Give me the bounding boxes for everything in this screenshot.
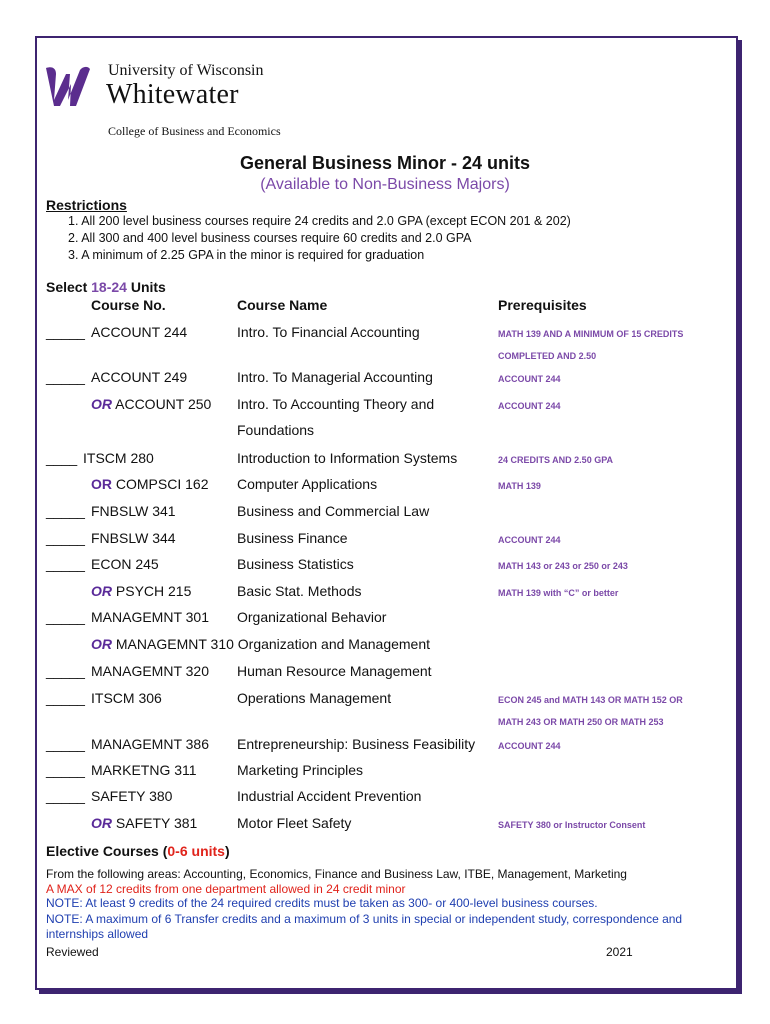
- university-line1: University of Wisconsin: [108, 62, 264, 79]
- course-name: Human Resource Management: [237, 663, 432, 679]
- or-label: OR: [91, 583, 112, 599]
- course-number-text: MARKETNG 311: [91, 762, 197, 778]
- course-checkbox-blank: _____: [46, 609, 85, 625]
- college-name: College of Business and Economics: [108, 124, 281, 138]
- course-number: [91, 476, 208, 492]
- note-transfer-cont: internships allowed: [46, 927, 149, 941]
- course-number-text: FNBSLW 341: [91, 503, 176, 519]
- course-number-text: ECON 245: [91, 556, 159, 572]
- course-checkbox-blank: _____: [46, 788, 85, 804]
- uw-whitewater-logo: [42, 60, 94, 112]
- elective-areas: From the following areas: Accounting, Economics, Finance and Business Law, ITBE, Management, Marketing: [46, 867, 627, 881]
- course-number-text: MANAGEMNT 301: [91, 609, 209, 625]
- course-name: Entrepreneurship: Business Feasibility: [237, 736, 476, 752]
- course-name: Intro. To Financial Accounting: [237, 324, 420, 340]
- course-checkbox-blank: _____: [46, 503, 85, 519]
- course-number-text: SAFETY 381: [115, 815, 198, 831]
- course-number: [91, 788, 172, 804]
- page-title: General Business Minor - 24 units: [239, 153, 531, 173]
- course-checkbox-blank: _____: [46, 556, 85, 572]
- course-checkbox-blank: _____: [46, 690, 85, 706]
- course-number: [91, 396, 211, 412]
- course-checkbox-blank: ____: [46, 450, 78, 466]
- course-number-text: MANAGEMNT 386: [91, 736, 209, 752]
- or-label: OR: [91, 815, 112, 831]
- course-prerequisite: MATH 139 AND A MINIMUM OF 15 CREDITS: [498, 329, 684, 339]
- course-checkbox-blank: _____: [46, 324, 85, 340]
- course-prerequisite: ACCOUNT 244: [498, 374, 561, 384]
- course-number: [91, 503, 176, 519]
- or-label: OR: [91, 636, 112, 652]
- select-units: Select 18-24 Units: [46, 279, 166, 295]
- course-number: [91, 530, 176, 546]
- course-number-text: FNBSLW 344: [91, 530, 176, 546]
- course-number-text: PSYCH 215: [115, 583, 192, 599]
- course-prerequisite: ACCOUNT 244: [498, 741, 561, 751]
- course-number-text: ACCOUNT 250: [115, 396, 212, 412]
- course-name-cont: Foundations: [237, 422, 315, 438]
- course-name: Business Statistics: [237, 556, 354, 572]
- course-number-text: ACCOUNT 244: [91, 324, 188, 340]
- course-number: [91, 762, 197, 778]
- or-label: OR: [91, 476, 112, 492]
- course-checkbox-blank: _____: [46, 530, 85, 546]
- course-name: Industrial Accident Prevention: [237, 788, 422, 804]
- course-name: Motor Fleet Safety: [237, 815, 352, 831]
- note-transfer: NOTE: A maximum of 6 Transfer credits and a maximum of 3 units in special or independent study, correspondence and: [46, 912, 683, 926]
- page-subtitle: (Available to Non-Business Majors): [260, 176, 510, 193]
- course-number-text: MANAGEMNT 320: [91, 663, 209, 679]
- header-prerequisites: Prerequisites: [498, 297, 587, 313]
- restriction-item: 1. All 200 level business courses require 24 credits and 2.0 GPA (except ECON 201 & 202): [68, 214, 571, 228]
- course-number-text: ACCOUNT 249: [91, 369, 188, 385]
- restriction-item: 2. All 300 and 400 level business courses require 60 credits and 2.0 GPA: [68, 231, 472, 245]
- course-number: [91, 690, 162, 706]
- course-prerequisite: ACCOUNT 244: [498, 401, 561, 411]
- course-number: [91, 663, 209, 679]
- course-number: [91, 324, 187, 340]
- course-number-text: COMPSCI 162: [115, 476, 209, 492]
- university-line2: Whitewater: [106, 79, 239, 110]
- course-number: [91, 609, 209, 625]
- course-name: Basic Stat. Methods: [237, 583, 362, 599]
- course-number-text: SAFETY 380: [91, 788, 173, 804]
- restrictions-heading: Restrictions: [46, 197, 127, 213]
- course-prerequisite: ECON 245 and MATH 143 OR MATH 152 OR: [498, 695, 683, 705]
- course-number: [91, 556, 159, 572]
- course-name: Operations Management: [237, 690, 392, 706]
- header-course-no: Course No.: [91, 297, 166, 313]
- course-name: Business and Commercial Law: [237, 503, 430, 519]
- reviewed-year: 2021: [606, 945, 633, 959]
- course-number: [91, 636, 430, 652]
- course-prerequisite: 24 CREDITS AND 2.50 GPA: [498, 455, 614, 465]
- course-prerequisite-cont: MATH 243 OR MATH 250 OR MATH 253: [498, 717, 664, 727]
- reviewed-label: Reviewed: [46, 945, 99, 959]
- course-number: [91, 736, 209, 752]
- course-name: Intro. To Accounting Theory and: [237, 396, 435, 412]
- course-name: Computer Applications: [237, 476, 378, 492]
- course-name: Introduction to Information Systems: [237, 450, 458, 466]
- course-prerequisite-cont: COMPLETED AND 2.50: [498, 351, 597, 361]
- course-name: Intro. To Managerial Accounting: [237, 369, 433, 385]
- course-checkbox-blank: _____: [46, 762, 85, 778]
- course-number: [83, 450, 154, 466]
- course-number-text: MANAGEMNT 310 Organization and Management: [115, 636, 431, 652]
- course-checkbox-blank: _____: [46, 369, 85, 385]
- header-course-name: Course Name: [237, 297, 328, 313]
- course-name: Business Finance: [237, 530, 348, 546]
- elective-heading: Elective Courses (0-6 units): [46, 843, 230, 859]
- restriction-item: 3. A minimum of 2.25 GPA in the minor is required for graduation: [68, 248, 425, 262]
- course-prerequisite: ACCOUNT 244: [498, 535, 561, 545]
- course-prerequisite: SAFETY 380 or Instructor Consent: [498, 820, 646, 830]
- course-number-text: ITSCM 306: [91, 690, 162, 706]
- course-prerequisite: MATH 139: [498, 481, 541, 491]
- course-name: Marketing Principles: [237, 762, 364, 778]
- course-prerequisite: MATH 143 or 243 or 250 or 243: [498, 561, 628, 571]
- course-number: [91, 369, 187, 385]
- course-number-text: ITSCM 280: [83, 450, 154, 466]
- course-number: [91, 583, 191, 599]
- course-checkbox-blank: _____: [46, 663, 85, 679]
- course-number: [91, 815, 197, 831]
- or-label: OR: [91, 396, 112, 412]
- course-name: Organizational Behavior: [237, 609, 387, 625]
- course-prerequisite: MATH 139 with “C” or better: [498, 588, 619, 598]
- course-checkbox-blank: _____: [46, 736, 85, 752]
- note-level: NOTE: At least 9 credits of the 24 required credits must be taken as 300- or 400-level business courses.: [46, 896, 598, 910]
- max-credits-note: A MAX of 12 credits from one department allowed in 24 credit minor: [46, 882, 406, 896]
